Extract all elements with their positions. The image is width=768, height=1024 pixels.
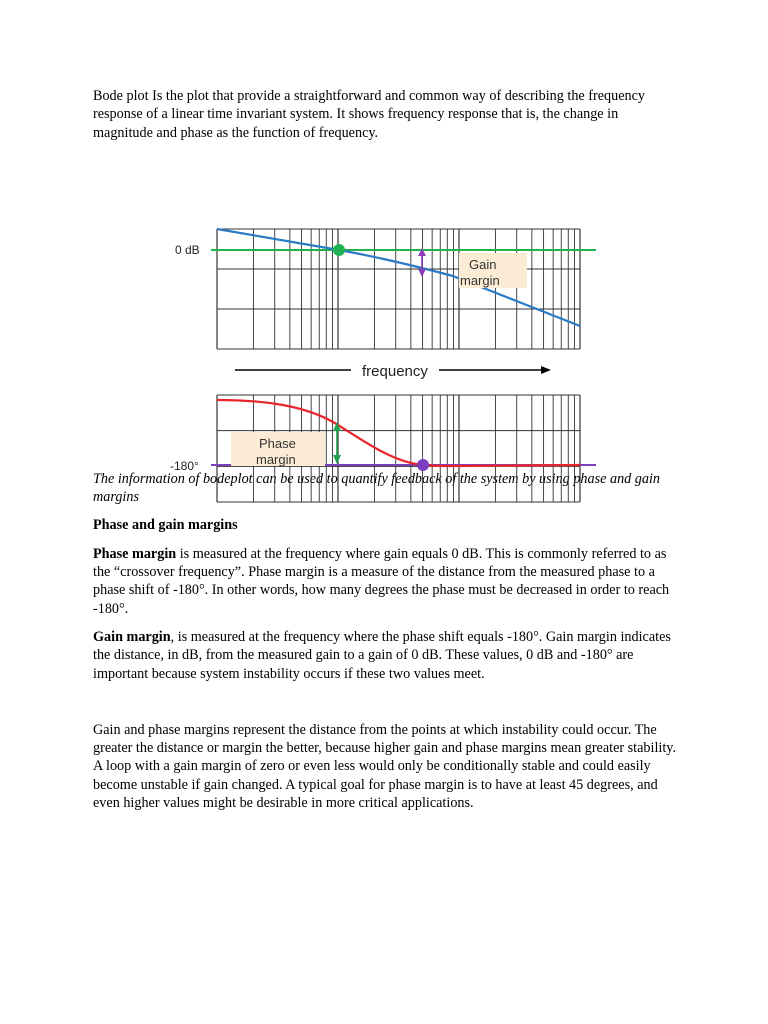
magnitude-grid xyxy=(217,229,580,349)
phase-margin-label-line2: margin xyxy=(256,451,296,467)
zero-db-label: 0 dB xyxy=(175,242,200,257)
phase-margin-label-line1: Phase xyxy=(259,435,296,451)
crossover-point xyxy=(333,244,345,256)
gain-margin-label-line1: Gain xyxy=(469,256,497,272)
closing-paragraph: Gain and phase margins represent the distance from the points at which instability could occur. The greater the distance or margin the better, because higher gain and phase margins mean greater stability. A loop with a gain margin of zero or even less would only be conditionally stable and could easily become unstable if gain changed. A typical goal for phase margin is to have at least 45 degrees, and even higher values might be desirable in more critical applications. xyxy=(93,721,676,812)
phase-crossover-point xyxy=(417,459,429,471)
phase-margin-term: Phase margin xyxy=(93,545,177,562)
document-page xyxy=(93,87,678,812)
section-heading: Phase and gain margins xyxy=(93,517,238,534)
intro-paragraph: Bode plot Is the plot that provide a straightforward and common way of describing the frequency response of a linear time invariant system. It shows frequency response that is, the change in magnitude and phase as the function of frequency. xyxy=(93,88,645,141)
frequency-label: frequency xyxy=(362,362,428,380)
gain-margin-paragraph xyxy=(93,628,678,683)
phase-margin-text: is measured at the frequency where gain equals 0 dB. This is commonly referred to as the “crossover frequency”. Phase margin is a measure of the distance from the measured phase to a phase shift of -180°. In other words, how many degrees the phase must be decreased in order to reach -180°. xyxy=(93,545,670,617)
bode-plot-figure xyxy=(93,142,678,473)
phase-margin-paragraph xyxy=(93,545,678,618)
gain-margin-label-line2: margin xyxy=(460,272,500,288)
minus180-label: -180° xyxy=(170,458,199,473)
phase-margin-arrow xyxy=(333,422,341,464)
gain-margin-term: Gain margin xyxy=(93,628,171,645)
gain-margin-text: , is measured at the frequency where the phase shift equals -180°. Gain margin indicates the distance, in dB, from the measured gain to a gain of 0 dB. These values, 0 dB and -180° are important because system instability occurs if these two values meet. xyxy=(93,628,671,682)
gain-margin-arrow xyxy=(418,248,426,277)
bode-plot-diagram xyxy=(93,142,678,473)
figure-caption: The information of bodeplot can be used to quantify feedback of the system by using phase and gain margins xyxy=(93,470,661,506)
paragraph-spacer xyxy=(93,683,678,711)
